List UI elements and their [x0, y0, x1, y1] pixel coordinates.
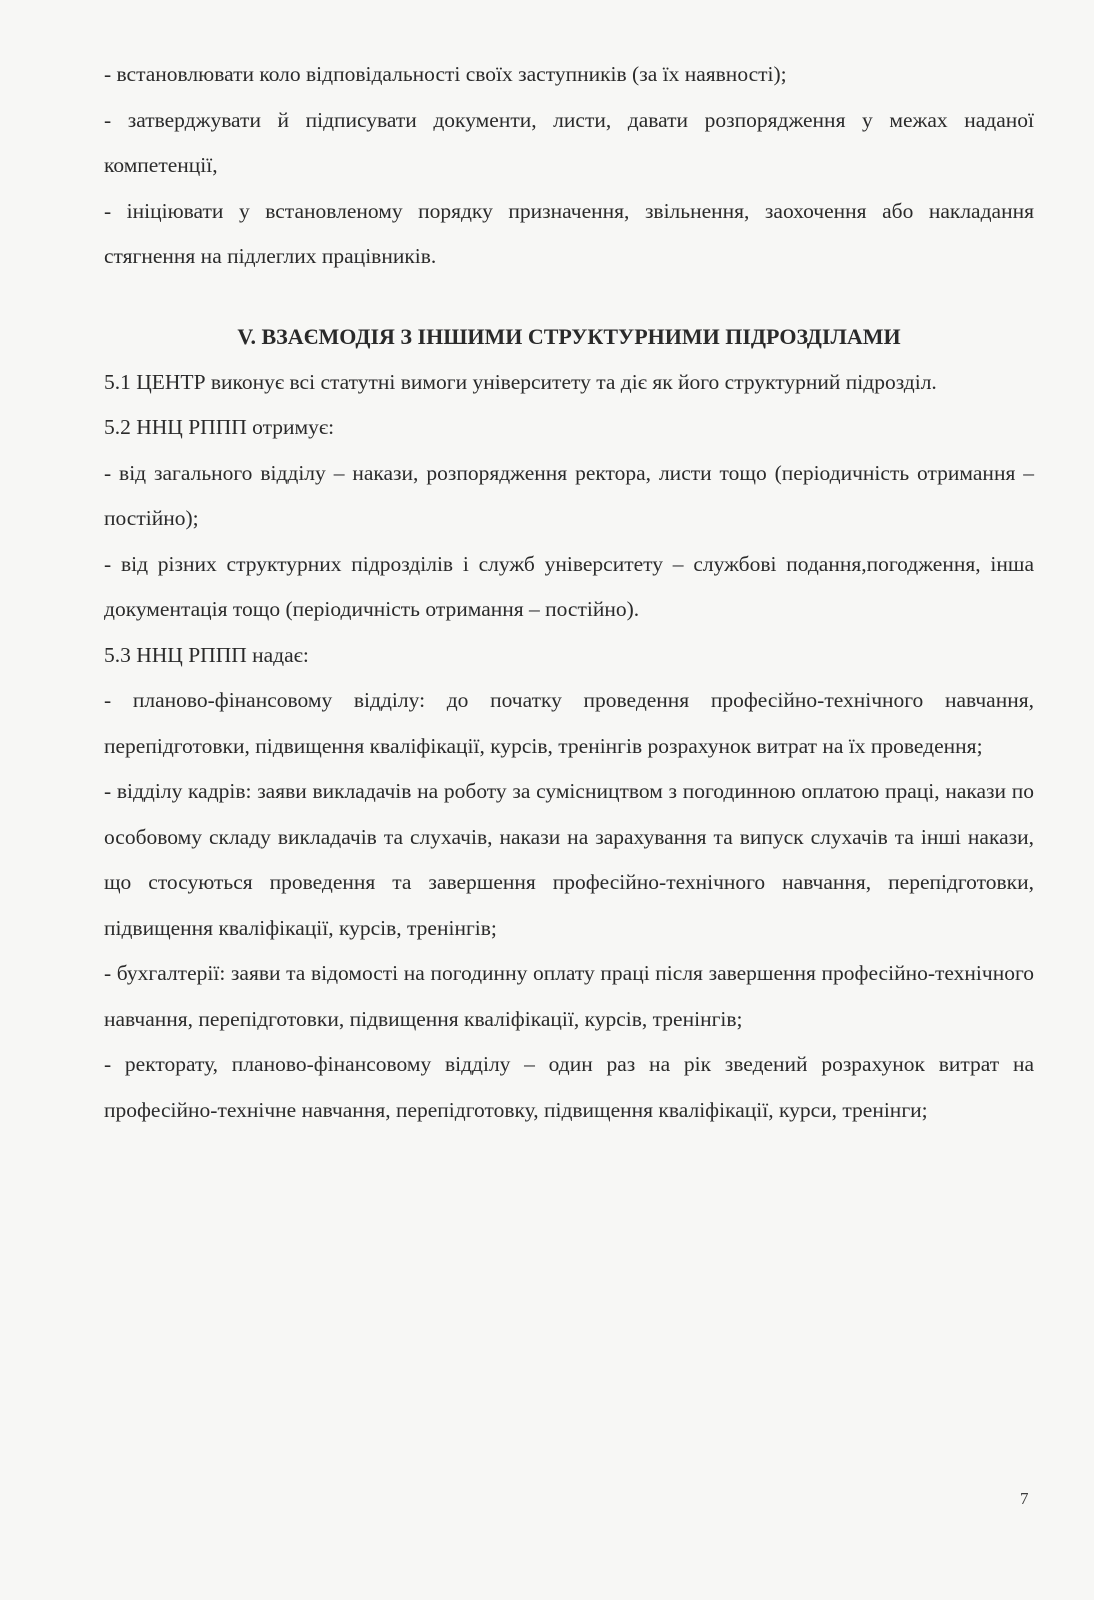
duty-item-2: - затверджувати й підписувати документи, листи, давати розпорядження у межах наданої компетенції,	[104, 107, 1034, 177]
page-number: 7	[1020, 1489, 1029, 1508]
list-item-rectorate: - ректорату, планово-фінансовому відділу – один раз на рік зведений розрахунок витрат на професійно-технічне навчання, перепідготовку, підвищення кваліфікації, курси, тренінги;	[104, 1052, 1034, 1122]
list-item-structural-units: - від різних структурних підрозділів і служб університету – службові подання,погодження, інша документація тощо (періодичність отримання – постійно).	[104, 551, 1034, 621]
document-page	[104, 52, 1034, 1133]
paragraph-5-3: 5.3 ННЦ РППП надає:	[104, 642, 309, 667]
paragraph-5-2: 5.2 ННЦ РППП отримує:	[104, 415, 335, 439]
duty-item-1: - встановлювати коло відповідальності своїх заступників (за їх наявності);	[104, 62, 787, 86]
duty-item-3: - ініціювати у встановленому порядку призначення, звільнення, заохочення або накладання стягнення на підлеглих працівників.	[104, 198, 1034, 268]
list-item-general-department: - від загального відділу – накази, розпорядження ректора, листи тощо (періодичність отримання – постійно);	[104, 460, 1034, 530]
list-item-hr-department: - відділу кадрів: заяви викладачів на роботу за сумісництвом з погодинною оплатою праці, накази по особовому складу викладачів та слухачів, накази на зарахування та випуск слухачів та інші накази, що стосуються проведення та завершення професійно-технічного навчання, перепідготовки, підвищення кваліфікації, курсів, тренінгів;	[104, 779, 1034, 940]
section-title: V. ВЗАЄМОДІЯ З ІНШИМИ СТРУКТУРНИМИ ПІДРОЗДІЛАМИ	[237, 323, 901, 349]
list-item-planning-finance: - планово-фінансовому відділу: до початку проведення професійно-технічного навчання, перепідготовки, підвищення кваліфікації, курсів, тренінгів розрахунок витрат на їх проведення;	[104, 688, 1034, 758]
paragraph-5-1: 5.1 ЦЕНТР виконує всі статутні вимоги університету та діє як його структурний підрозділ.	[104, 369, 937, 394]
list-item-accounting: - бухгалтерії: заяви та відомості на погодинну оплату праці після завершення професійно-технічного навчання, перепідготовки, підвищення кваліфікації, курсів, тренінгів;	[104, 961, 1034, 1031]
